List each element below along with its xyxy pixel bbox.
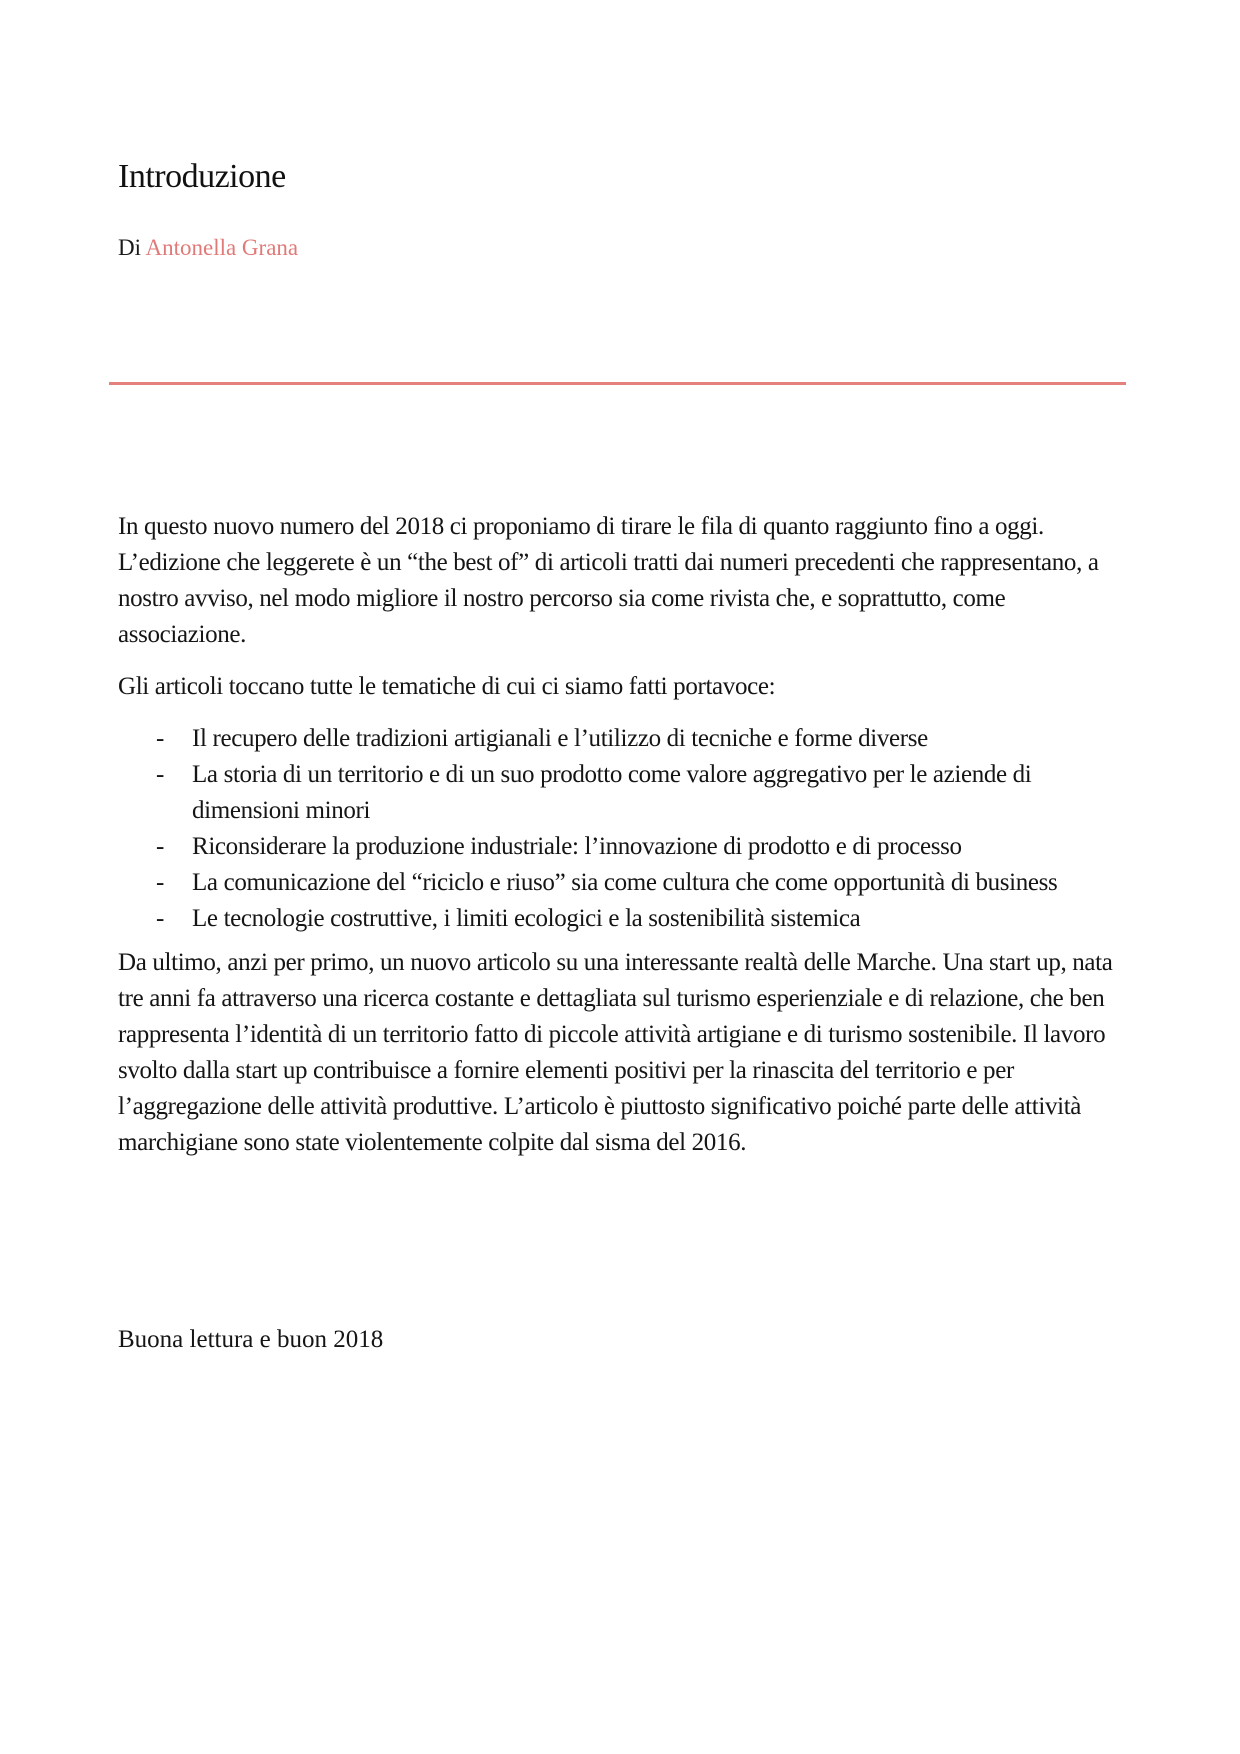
list-item (118, 721, 1128, 757)
author-name: Antonella Grana (145, 235, 299, 260)
list-item (118, 901, 1128, 937)
list-item (118, 865, 1128, 901)
list-item (118, 757, 1128, 829)
dash-bullet-icon: - (156, 905, 164, 932)
byline-prefix: Di (118, 235, 141, 260)
byline (118, 236, 298, 259)
page-title: Introduzione (118, 158, 286, 195)
list-item-text: Le tecnologie costruttive, i limiti ecologici e la sostenibilità sistemica (192, 905, 861, 932)
dash-bullet-icon: - (156, 833, 164, 860)
accent-divider (109, 382, 1126, 385)
topics-list (118, 721, 1128, 937)
dash-bullet-icon: - (156, 869, 164, 896)
intro-paragraph: In questo nuovo numero del 2018 ci proponiamo di tirare le fila di quanto raggiunto fino a oggi. L’edizione che leggerete è un “the best of” di articoli tratti dai numeri precedenti che rappresentano, a nostro avviso, nel modo migliore il nostro percorso sia come rivista che, e soprattutto, come associazione. (118, 513, 1099, 648)
topics-lead-paragraph: Gli articoli toccano tutte le tematiche di cui ci siamo fatti portavoce: (118, 673, 776, 700)
list-item-text: La comunicazione del “riciclo e riuso” sia come cultura che come opportunità di business (192, 869, 1058, 896)
dash-bullet-icon: - (156, 725, 164, 752)
closing-paragraph: Da ultimo, anzi per primo, un nuovo articolo su una interessante realtà delle Marche. Una start up, nata tre anni fa attraverso una ricerca costante e dettagliata sul turismo esperienziale e di relazione, che ben rappresenta l’identità di un territorio fatto di piccole attività artigiane e di turismo sostenibile. Il lavoro svolto dalla start up contribuisce a fornire elementi positivi per la rinascita del territorio e per l’aggregazione delle attività produttive. L’articolo è piuttosto significativo poiché parte delle attività marchigiane sono state violentemente colpite dal sisma del 2016. (118, 949, 1113, 1156)
list-item-text: Riconsiderare la produzione industriale: l’innovazione di prodotto e di processo (192, 833, 962, 860)
article-body (118, 509, 1128, 1177)
list-item (118, 829, 1128, 865)
dash-bullet-icon: - (156, 761, 164, 788)
list-item-text: Il recupero delle tradizioni artigianali e l’utilizzo di tecniche e forme diverse (192, 725, 928, 752)
sign-off: Buona lettura e buon 2018 (118, 1326, 384, 1353)
list-item-text: La storia di un territorio e di un suo prodotto come valore aggregativo per le aziende di dimensioni minori (192, 761, 1032, 824)
